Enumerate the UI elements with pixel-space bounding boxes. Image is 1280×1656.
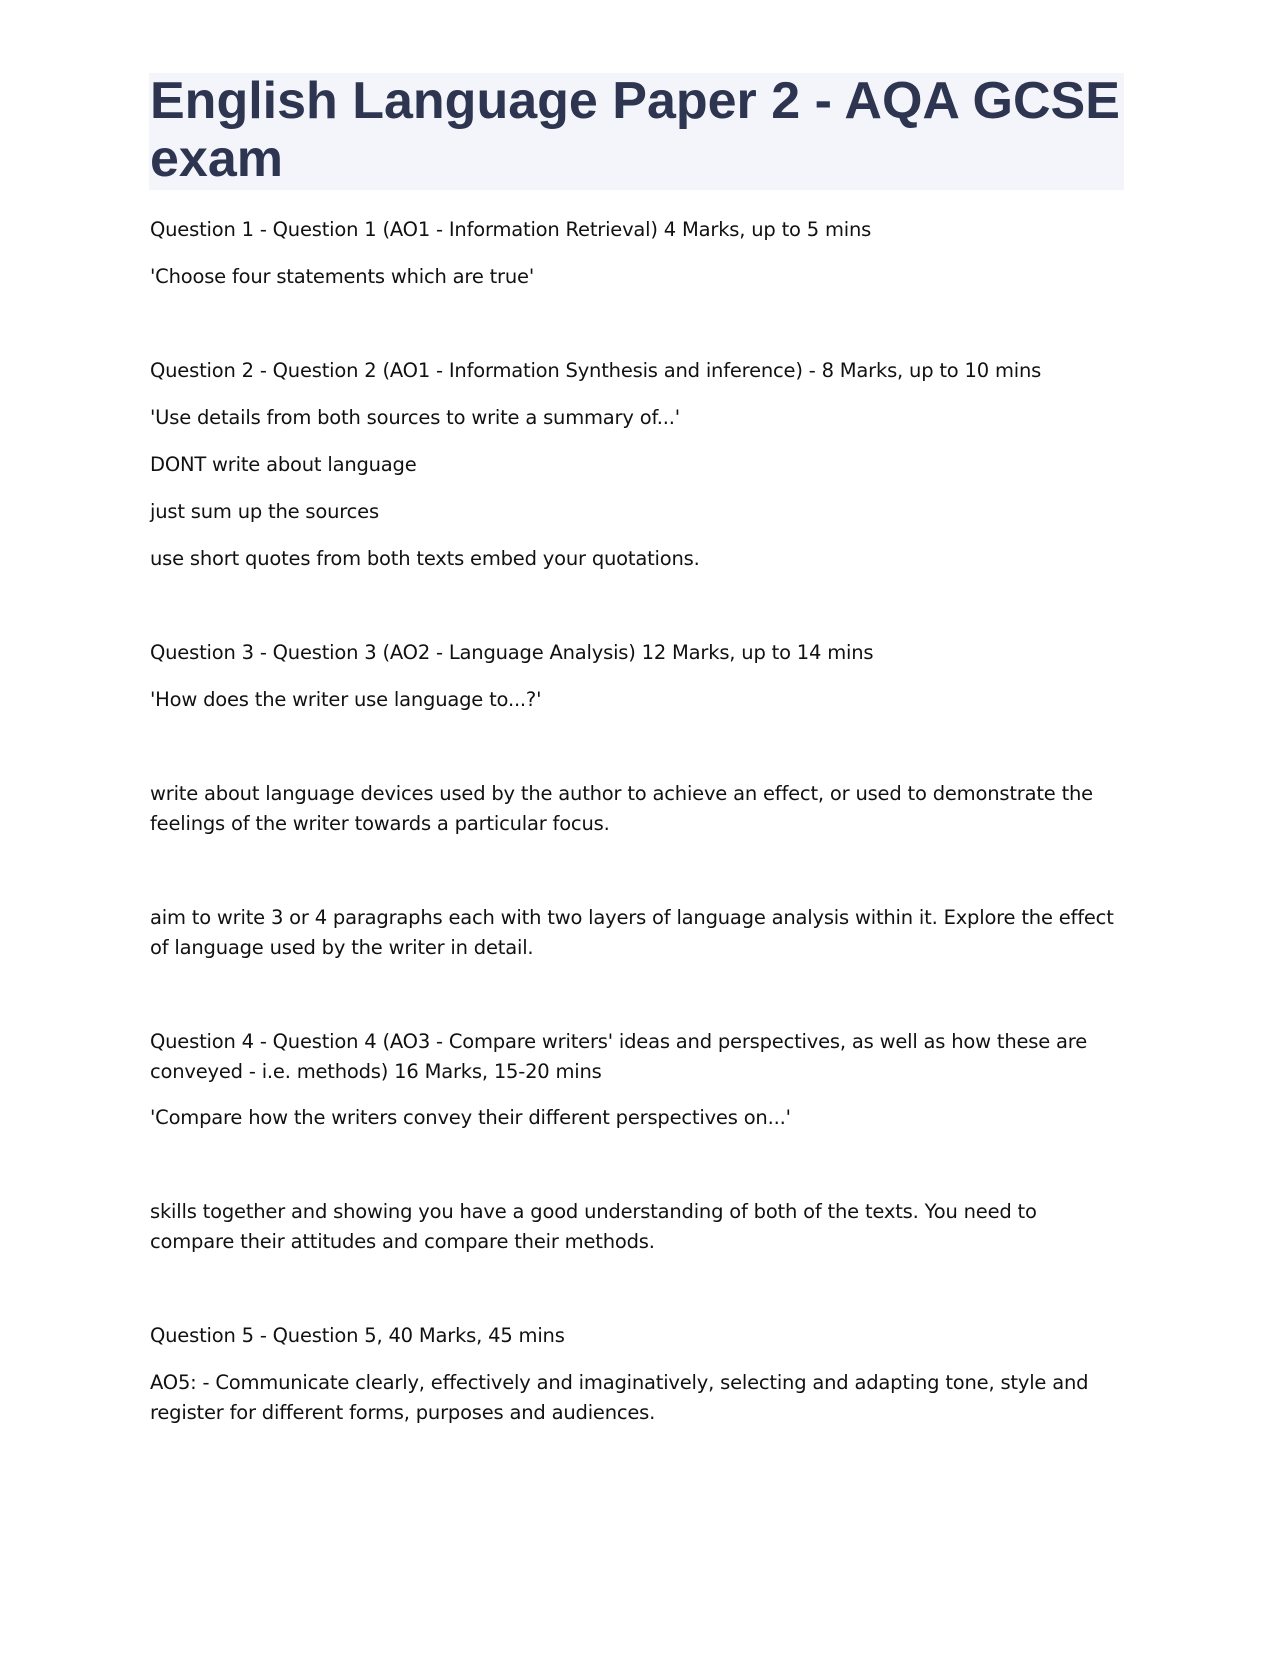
question-2-note-3: use short quotes from both texts embed your quotations. [150,547,700,570]
question-3-note-1: write about language devices used by the author to achieve an effect, or used to demonstrate the feelings of the writer towards a particular focus. [150,782,1093,835]
page-title: English Language Paper 2 - AQA GCSE exam [150,72,1120,188]
question-2-prompt: 'Use details from both sources to write a summary of...' [150,406,680,429]
question-5-heading: Question 5 - Question 5, 40 Marks, 45 mins [150,1324,565,1347]
question-3-prompt: 'How does the writer use language to...?' [150,688,542,711]
question-4-prompt: 'Compare how the writers convey their different perspectives on...' [150,1106,791,1129]
question-3-heading: Question 3 - Question 3 (AO2 - Language Analysis) 12 Marks, up to 14 mins [150,641,874,664]
question-2-note-2: just sum up the sources [150,500,379,523]
question-2-heading: Question 2 - Question 2 (AO1 - Information Synthesis and inference) - 8 Marks, up to 10 mins [150,359,1042,382]
question-1-prompt: 'Choose four statements which are true' [150,265,534,288]
question-2-note-1: DONT write about language [150,453,417,476]
question-3-note-2: aim to write 3 or 4 paragraphs each with two layers of language analysis within it. Explore the effect of language used by the writer in detail. [150,906,1114,959]
question-4-note-1: skills together and showing you have a good understanding of both of the texts. You need to compare their attitudes and compare their methods. [150,1200,1037,1253]
question-5-ao5: AO5: - Communicate clearly, effectively and imaginatively, selecting and adapting tone, style and register for different forms, purposes and audiences. [150,1371,1089,1424]
question-1-heading: Question 1 - Question 1 (AO1 - Information Retrieval) 4 Marks, up to 5 mins [150,218,872,241]
question-4-heading: Question 4 - Question 4 (AO3 - Compare writers' ideas and perspectives, as well as how these are conveyed - i.e. methods) 16 Marks, 15-20 mins [150,1030,1087,1083]
